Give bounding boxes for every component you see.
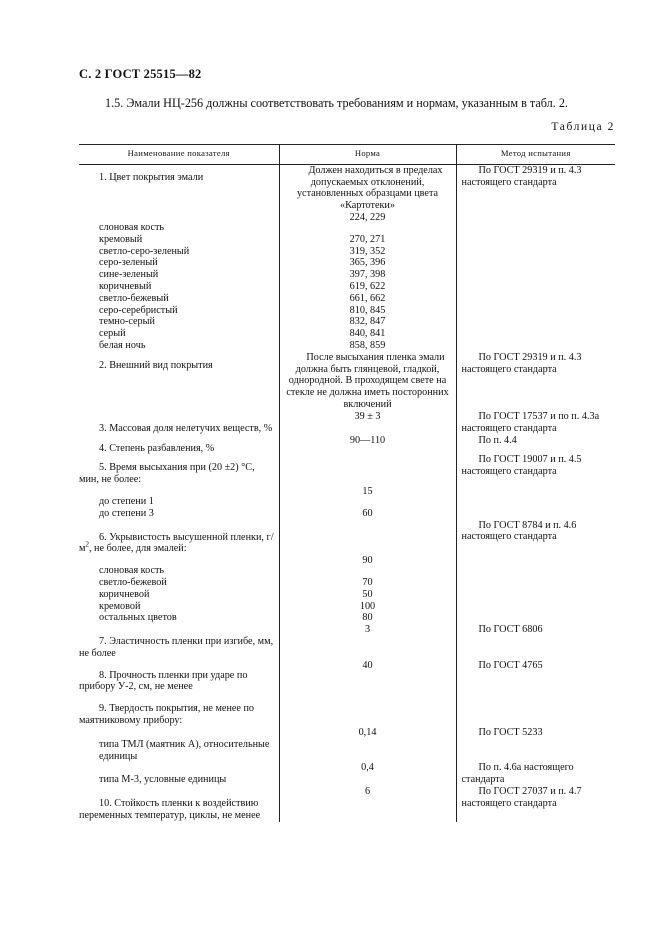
subrow-value: 224, 229 <box>279 212 456 234</box>
subrow-name: серый <box>99 328 126 340</box>
row-2-method: По ГОСТ 29319 и п. 4.3 настоящего стандарта <box>456 352 615 411</box>
subrow-name: серо-серебристый <box>99 304 178 316</box>
subrow-value: 70 <box>279 577 456 589</box>
table-subrow <box>79 612 615 624</box>
table-row <box>79 164 615 212</box>
subrow-name: до степени 1 <box>99 495 154 507</box>
table-subrow <box>79 555 615 577</box>
subrow-value: 858, 859 <box>279 340 456 352</box>
row-4-method: По п. 4.4 <box>456 435 615 455</box>
subrow-value: 397, 398 <box>279 269 456 281</box>
table-subrow <box>79 212 615 234</box>
table-subrow <box>79 246 615 258</box>
row-3-parameter: 3. Массовая доля нелетучих веществ, % <box>99 422 273 434</box>
subrow-method: По ГОСТ 5233 <box>456 727 615 763</box>
row-1-method: По ГОСТ 29319 и п. 4.3 настоящего стандарта <box>456 164 615 212</box>
subrow-value: 661, 662 <box>279 293 456 305</box>
row-8-parameter: 8. Прочность пленки при ударе по прибору У-2, см, не менее <box>79 669 248 693</box>
column-header-parameter: Наименование показателя <box>79 145 279 165</box>
table-subrow <box>79 762 615 786</box>
subrow-method: По п. 4.6а настоящего стандарта <box>456 762 615 786</box>
row-2-parameter: 2. Внешний вид покрытия <box>99 359 213 371</box>
subrow-name: белая ночь <box>99 339 146 351</box>
table-subrow <box>79 340 615 352</box>
table-subrow <box>79 508 615 520</box>
table-row <box>79 693 615 727</box>
subrow-name: серо-зеленый <box>99 257 158 269</box>
table-subrow <box>79 577 615 589</box>
row-10-method: По ГОСТ 27037 и п. 4.7 настоящего стандарта <box>456 786 615 822</box>
subrow-name: типа М-3, условные единицы <box>99 774 227 786</box>
table-row <box>79 352 615 411</box>
subrow-name: остальных цветов <box>99 612 177 624</box>
table-subrow <box>79 293 615 305</box>
column-header-method: Метод испытания <box>456 145 615 165</box>
subrow-name: светло-бежевый <box>99 292 169 304</box>
table-subrow <box>79 727 615 763</box>
table-label: Таблица 2 <box>551 121 615 133</box>
subrow-name: коричневой <box>99 588 150 600</box>
subrow-value: 50 <box>279 589 456 601</box>
table-row <box>79 520 615 556</box>
table-header-row <box>79 145 615 165</box>
subrow-value: 0,14 <box>279 727 456 763</box>
subrow-name: до степени 3 <box>99 507 154 519</box>
row-3-norm: 39 ± 3 <box>279 411 456 435</box>
row-3-method: По ГОСТ 17537 и по п. 4.3а настоящего стандарта <box>456 411 615 435</box>
row-6-parameter: 6. Укрывистость высушенной пленки, $г/м^2$, не более, для эмалей: <box>79 531 274 555</box>
table-subrow <box>79 305 615 317</box>
column-header-norm: Норма <box>279 145 456 165</box>
table-subrow <box>79 316 615 328</box>
row-7-norm: 3 <box>279 624 456 660</box>
table-subrow <box>79 269 615 281</box>
subrow-name: слоновая кость <box>99 565 165 577</box>
row-4-norm: 90—110 <box>279 435 456 455</box>
table-subrow <box>79 486 615 508</box>
table-row <box>79 660 615 694</box>
subrow-value: 619, 622 <box>279 281 456 293</box>
subrow-name: кремовой <box>99 600 141 612</box>
subrow-name: светло-бежевой <box>99 576 167 588</box>
subrow-value: 15 <box>279 486 456 508</box>
row-6-method: По ГОСТ 8784 и п. 4.6 настоящего стандарта <box>456 520 615 556</box>
subrow-name: слоновая кость <box>99 221 165 233</box>
table-row <box>79 786 615 822</box>
table-row <box>79 435 615 455</box>
subrow-name: кремовый <box>99 233 143 245</box>
table-row <box>79 454 615 486</box>
subrow-value: 90 <box>279 555 456 577</box>
subrow-value: 80 <box>279 612 456 624</box>
subrow-value: 365, 396 <box>279 257 456 269</box>
subrow-value: 60 <box>279 508 456 520</box>
row-10-norm: 6 <box>279 786 456 822</box>
intro-paragraph: 1.5. Эмали НЦ-256 должны соответствовать требованиям и нормам, указанным в табл. 2. <box>105 96 568 110</box>
table-subrow <box>79 281 615 293</box>
row-4-parameter: 4. Степень разбавления, % <box>99 442 215 454</box>
row-2-norm: После высыхания пленка эмали должна быть глянцевой, гладкой, однородной. В проходящем свете на стекле не должна иметь посторонних включений <box>279 352 456 411</box>
subrow-name: типа ТМЛ (маятник А), относительные единицы <box>99 738 270 762</box>
subrow-value: 840, 841 <box>279 328 456 340</box>
row-8-method: По ГОСТ 4765 <box>456 660 615 694</box>
table-subrow <box>79 589 615 601</box>
subrow-value: 319, 352 <box>279 246 456 258</box>
row-5-parameter: 5. Время высыхания при (20 ±2) °С, мин, не более: <box>79 462 255 486</box>
requirements-table <box>79 144 615 822</box>
subrow-name: коричневый <box>99 280 152 292</box>
subrow-value: 270, 271 <box>279 234 456 246</box>
subrow-name: темно-серый <box>99 316 155 328</box>
table-row <box>79 624 615 660</box>
table-subrow <box>79 601 615 613</box>
row-9-parameter: 9. Твердость покрытия, не менее по маятниковому прибору: <box>79 703 255 727</box>
subrow-value: 0,4 <box>279 762 456 786</box>
page-header: С. 2 ГОСТ 25515—82 <box>79 67 202 81</box>
subrow-value: 832, 847 <box>279 316 456 328</box>
subrow-name: светло-серо-зеленый <box>99 245 190 257</box>
row-5-method: По ГОСТ 19007 и п. 4.5 настоящего стандарта <box>456 454 615 486</box>
subrow-value: 810, 845 <box>279 305 456 317</box>
subrow-value: 100 <box>279 601 456 613</box>
row-10-parameter: 10. Стойкость пленки к воздействию переменных температур, циклы, не менее <box>79 798 261 822</box>
row-1-norm: Должен находиться в пределах допускаемых отклонений, установленных образцами цвета «Картотеки» <box>279 164 456 212</box>
table-subrow <box>79 234 615 246</box>
row-7-parameter: 7. Эластичность пленки при изгибе, мм, не более <box>79 636 274 659</box>
row-8-norm: 40 <box>279 660 456 694</box>
row-1-parameter: 1. Цвет покрытия эмали <box>99 171 204 183</box>
subrow-name: сине-зеленый <box>99 269 159 281</box>
row-7-method: По ГОСТ 6806 <box>456 624 615 660</box>
table-row <box>79 411 615 435</box>
table-subrow <box>79 328 615 340</box>
table-subrow <box>79 257 615 269</box>
